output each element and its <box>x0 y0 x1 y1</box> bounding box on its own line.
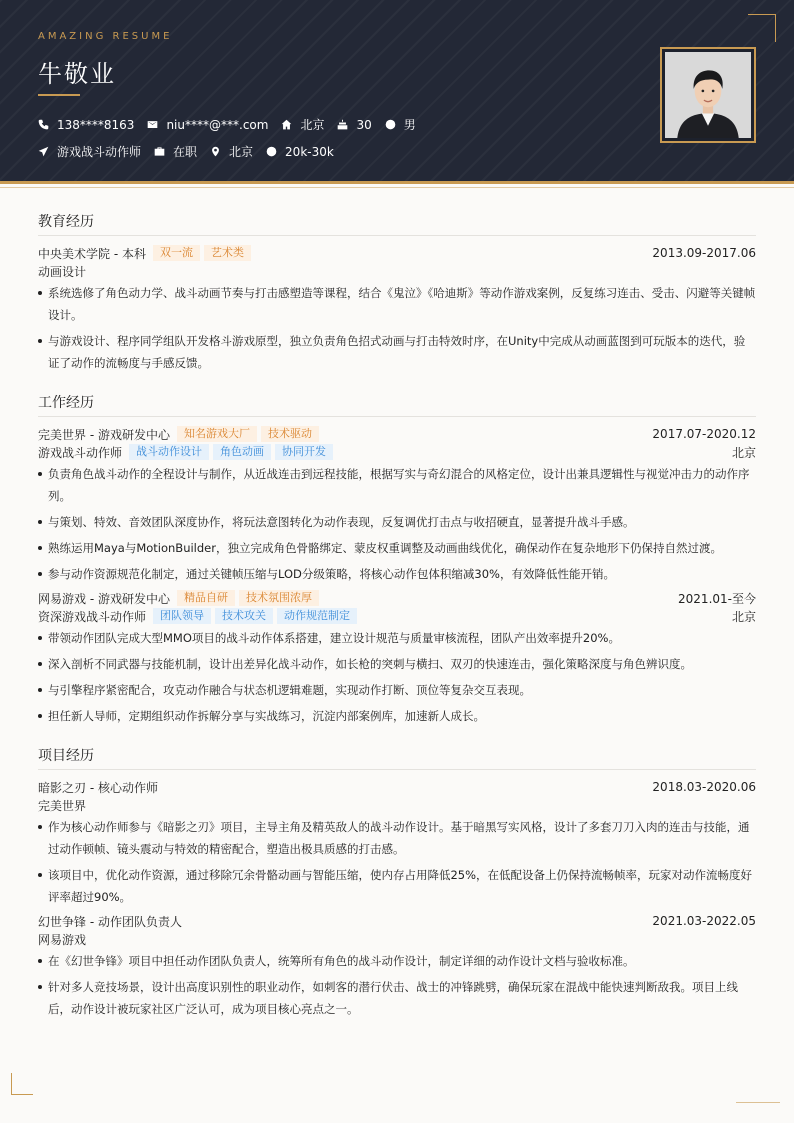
age-item <box>337 118 371 132</box>
work-city: 北京 <box>731 445 756 460</box>
location-pin-icon <box>210 146 221 157</box>
profile-photo <box>665 52 751 138</box>
target-city-text: 北京 <box>229 145 254 159</box>
bullet-item: 作为核心动作师参与《暗影之刃》项目，主导主角及精英敌人的战斗动作设计。基于暗黑写实风格，设计了多套刀刀入肉的连击与技能，通过动作顿帧、镜头震动与特效的精密配合，塑造出极具质感的打击感。 <box>38 816 756 860</box>
status-item <box>154 143 197 160</box>
bullet-item: 该项目中，优化动作资源，通过移除冗余骨骼动画与智能压缩，使内存占用降低25%，在低配设备上仍保持流畅帧率，玩家对动作流畅度好评率超过90%。 <box>38 864 756 908</box>
bullet-item: 深入剖析不同武器与技能机制，设计出差异化战斗动作，如长枪的突刺与横扫、双刃的快速连击，强化策略深度与角色辨识度。 <box>38 653 756 675</box>
salary-text: 20k-30k <box>285 144 334 159</box>
profile-photo-frame <box>660 47 756 143</box>
gender-icon <box>385 119 396 130</box>
job-intent-row <box>38 143 347 160</box>
projects-title: 项目经历 <box>38 745 756 770</box>
project-date: 2021.03-2022.05 <box>652 914 756 928</box>
home-city-item <box>281 116 324 133</box>
gender-text: 男 <box>403 118 416 132</box>
bullet-item: 带领动作团队完成大型MMO项目的战斗动作体系搭建，建立设计规范与质量审核流程，团队产出效率提升20%。 <box>38 627 756 649</box>
project-company-row <box>38 930 756 948</box>
work-entry <box>38 425 756 585</box>
age-text: 30 <box>356 117 372 132</box>
bullet-item: 参与动作资源规范化制定，通过关键帧压缩与LOD分级策略，将核心动作包体积缩减30%，有效降低性能开销。 <box>38 563 756 585</box>
education-title: 教育经历 <box>38 211 756 236</box>
job-role: 游戏战斗动作师 <box>38 445 123 460</box>
bullet-item: 与引擎程序紧密配合，攻克动作融合与状态机逻辑难题，实现动作打断、顶位等复杂交互表现。 <box>38 679 756 701</box>
work-role-row <box>38 607 756 625</box>
bullet-item: 担任新人导师，定期组织动作拆解分享与实战练习，沉淀内部案例库，加速新人成长。 <box>38 705 756 727</box>
education-major-row <box>38 262 756 280</box>
project-entry <box>38 778 756 908</box>
work-entry-head <box>38 425 756 443</box>
target-city-item <box>210 143 253 160</box>
corner-ornament <box>748 14 776 42</box>
company-tag: 技术驱动 <box>261 426 319 442</box>
role-tag: 技术攻关 <box>215 608 273 624</box>
bullet-item: 与游戏设计、程序同学组队开发格斗游戏原型，独立负责角色招式动画与打击特效时序，在Unity中完成从动画蓝图到可玩版本的迭代，验证了动作的流畅度与手感反馈。 <box>38 330 756 374</box>
project-name: 暗影之刃 - 核心动作师 <box>38 780 158 795</box>
status-text: 在职 <box>173 145 198 159</box>
phone-item <box>38 118 134 132</box>
project-entry-head <box>38 912 756 930</box>
project-date: 2018.03-2020.06 <box>652 780 756 794</box>
briefcase-icon <box>154 146 165 157</box>
email-text: niu****@***.com <box>166 117 269 132</box>
education-section <box>38 211 756 374</box>
project-company: 完美世界 <box>38 798 87 813</box>
name-underline <box>38 94 80 96</box>
work-role-row <box>38 443 756 461</box>
education-entry-head <box>38 244 756 262</box>
role-tag: 团队领导 <box>153 608 211 624</box>
work-bullets <box>38 463 756 585</box>
work-bullets <box>38 627 756 727</box>
resume-header <box>0 0 794 184</box>
company-tag: 精品自研 <box>177 590 235 606</box>
work-date: 2021.01-至今 <box>678 591 756 606</box>
footer-rule <box>736 1102 780 1103</box>
email-item <box>147 118 268 132</box>
work-section <box>38 392 756 727</box>
header-divider <box>0 187 794 188</box>
role-tag: 动作规范制定 <box>277 608 357 624</box>
home-city-text: 北京 <box>300 118 325 132</box>
home-icon <box>281 119 292 130</box>
role-tag: 战斗动作设计 <box>129 444 209 460</box>
resume-tagline: AMAZING RESUME <box>38 31 173 42</box>
work-entry-head <box>38 589 756 607</box>
phone-text: 138****8163 <box>57 117 135 132</box>
work-entry <box>38 589 756 727</box>
bullet-item: 熟练运用Maya与MotionBuilder，独立完成角色骨骼绑定、蒙皮权重调整及动画曲线优化，确保动作在复杂地形下仍保持自然过渡。 <box>38 537 756 559</box>
candidate-name: 牛敬业 <box>38 60 116 88</box>
project-company: 网易游戏 <box>38 932 87 947</box>
money-icon <box>266 146 277 157</box>
portrait-illustration <box>665 52 751 138</box>
projects-section <box>38 745 756 1020</box>
target-position-text: 游戏战斗动作师 <box>57 145 142 159</box>
school-name: 中央美术学院 - 本科 <box>38 246 146 261</box>
project-entry <box>38 912 756 1020</box>
bullet-item: 在《幻世争锋》项目中担任动作团队负责人，统筹所有角色的战斗动作设计，制定详细的动作设计文档与验收标准。 <box>38 950 756 972</box>
project-company-row <box>38 796 756 814</box>
work-title: 工作经历 <box>38 392 756 417</box>
work-date: 2017.07-2020.12 <box>652 427 756 441</box>
company-tag: 技术氛围浓厚 <box>239 590 319 606</box>
school-tag: 艺术类 <box>204 245 251 261</box>
company-name: 网易游戏 - 游戏研发中心 <box>38 591 170 606</box>
project-bullets <box>38 950 756 1020</box>
mail-icon <box>147 119 158 130</box>
major-name: 动画设计 <box>38 264 87 279</box>
phone-icon <box>38 119 49 130</box>
project-name: 幻世争锋 - 动作团队负责人 <box>38 914 182 929</box>
project-bullets <box>38 816 756 908</box>
send-icon <box>38 146 49 157</box>
job-role: 资深游戏战斗动作师 <box>38 609 147 624</box>
gender-item <box>385 116 416 133</box>
project-entry-head <box>38 778 756 796</box>
education-bullets <box>38 282 756 374</box>
bullet-item: 负责角色战斗动作的全程设计与制作，从近战连击到远程技能，根据写实与奇幻混合的风格定位，设计出兼具逻辑性与视觉冲击力的动作序列。 <box>38 463 756 507</box>
salary-item <box>266 145 334 159</box>
education-date: 2013.09-2017.06 <box>652 246 756 260</box>
resume-body <box>38 211 756 1038</box>
cake-icon <box>337 119 348 130</box>
bullet-item: 针对多人竞技场景，设计出高度识别性的职业动作，如刺客的潜行伏击、战士的冲锋跳劈，确保玩家在混战中能快速判断敌我。项目上线后，动作设计被玩家社区广泛认可，成为项目核心亮点之一。 <box>38 976 756 1020</box>
contact-row <box>38 116 429 133</box>
bullet-item: 系统选修了角色动力学、战斗动画节奏与打击感塑造等课程，结合《鬼泣》《哈迪斯》等动作游戏案例，反复练习连击、受击、闪避等关键帧设计。 <box>38 282 756 326</box>
corner-ornament <box>11 1073 33 1095</box>
company-tag: 知名游戏大厂 <box>177 426 257 442</box>
company-name: 完美世界 - 游戏研发中心 <box>38 427 170 442</box>
school-tag: 双一流 <box>153 245 200 261</box>
work-city: 北京 <box>731 609 756 624</box>
role-tag: 角色动画 <box>213 444 271 460</box>
bullet-item: 与策划、特效、音效团队深度协作，将玩法意图转化为动作表现，反复调优打击点与收招硬直，显著提升战斗手感。 <box>38 511 756 533</box>
target-position-item <box>38 143 141 160</box>
role-tag: 协同开发 <box>275 444 333 460</box>
